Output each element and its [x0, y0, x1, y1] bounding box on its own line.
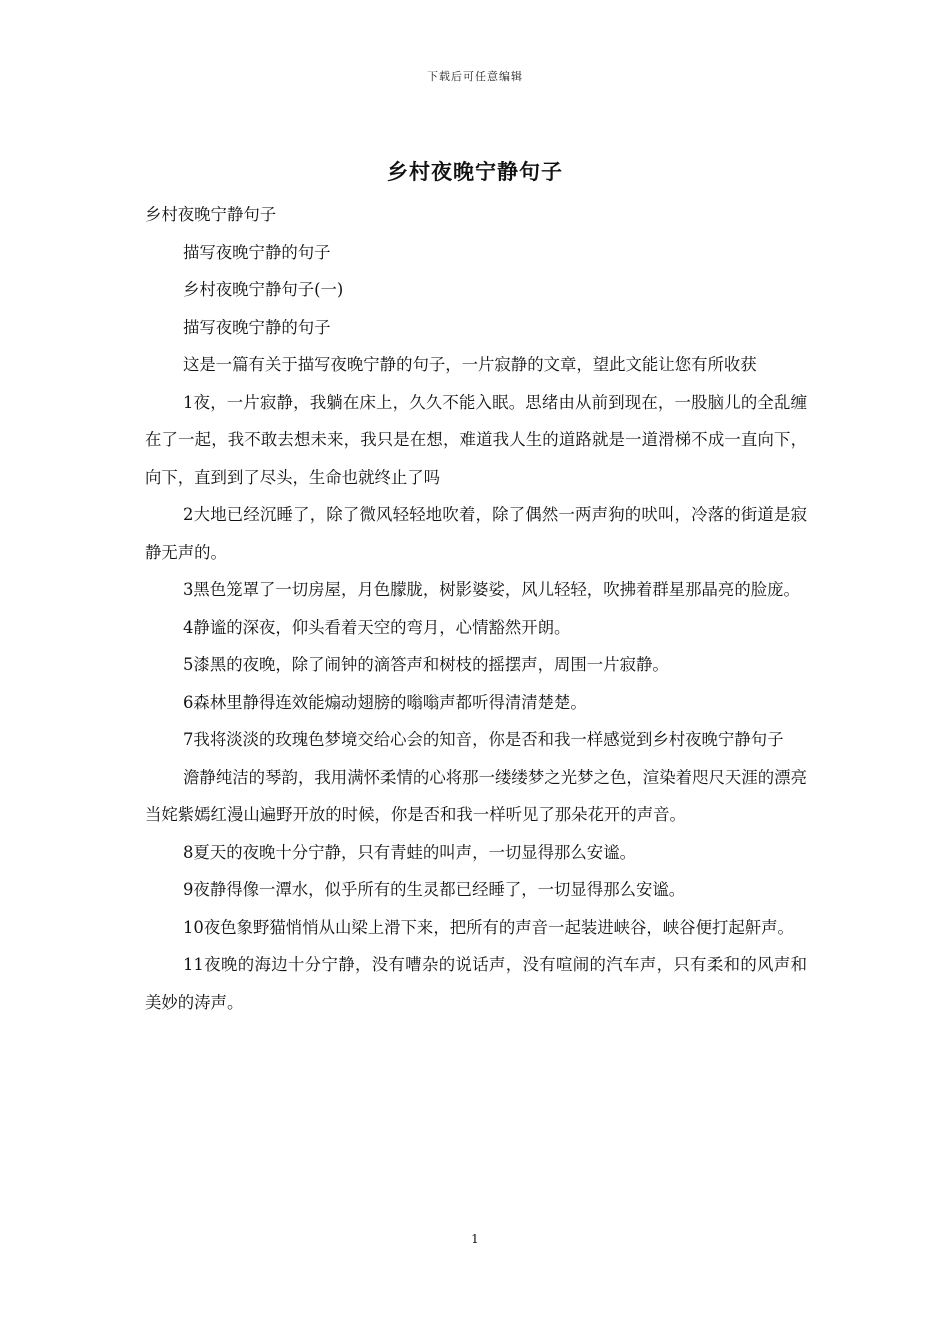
page-number: 1 [471, 1232, 479, 1246]
paragraph: 4静谧的深夜，仰头看着天空的弯月，心情豁然开朗。 [183, 617, 571, 637]
header-note: 下载后可任意编辑 [427, 70, 523, 83]
paragraph: 5漆黑的夜晚，除了闹钟的滴答声和树枝的摇摆声，周围一片寂静。 [183, 655, 669, 674]
document-body [145, 196, 807, 1021]
paragraph: 6森林里静得连效能煽动翅膀的嗡嗡声都听得清清楚楚。 [183, 692, 587, 712]
paragraph: 3黑色笼罩了一切房屋，月色朦胧，树影婆娑，风儿轻轻，吹拂着群星那晶亮的脸庞。 [183, 580, 800, 599]
paragraph: 8夏天的夜晚十分宁静，只有青蛙的叫声，一切显得那么安谧。 [183, 842, 636, 862]
paragraph: 11夜晚的海边十分宁静，没有嘈杂的说话声，没有喧闹的汽车声，只有柔和的风声和美妙的涛声。 [145, 955, 807, 1012]
paragraph: 10夜色象野猫悄悄从山梁上滑下来，把所有的声音一起装进峡谷，峡谷便打起鼾声。 [183, 917, 794, 937]
paragraph: 2大地已经沉睡了，除了微风轻轻地吹着，除了偶然一两声狗的吠叫，冷落的街道是寂静无声的。 [145, 505, 807, 562]
paragraph: 描写夜晚宁静的句子 [183, 242, 331, 262]
paragraph: 这是一篇有关于描写夜晚宁静的句子，一片寂静的文章，望此文能让您有所收获 [183, 355, 757, 374]
paragraph: 7我将淡淡的玫瑰色梦境交给心会的知音，你是否和我一样感觉到乡村夜晚宁静句子 [183, 730, 784, 749]
paragraph: 1夜，一片寂静，我躺在床上，久久不能入眠。思绪由从前到现在，一股脑儿的全乱缠在了一起，我不敢去想未来，我只是在想，难道我人生的道路就是一道滑梯不成一直向下，向下，直到到了尽头，生命也就终止了吗 [145, 392, 807, 487]
paragraph: 9夜静得像一潭水，似乎所有的生灵都已经睡了，一切显得那么安谧。 [183, 880, 686, 899]
paragraph: 乡村夜晚宁静句子(一) [183, 280, 344, 299]
paragraph: 描写夜晚宁静的句子 [183, 317, 331, 337]
paragraph: 澹静纯洁的琴韵，我用满怀柔情的心将那一缕缕梦之光梦之色，渲染着咫尺天涯的漂亮当姹紫嫣红漫山遍野开放的时候，你是否和我一样听见了那朵花开的声音。 [145, 767, 807, 824]
document-title: 乡村夜晚宁静句子 [387, 159, 563, 184]
paragraph: 乡村夜晚宁静句子 [145, 205, 277, 224]
